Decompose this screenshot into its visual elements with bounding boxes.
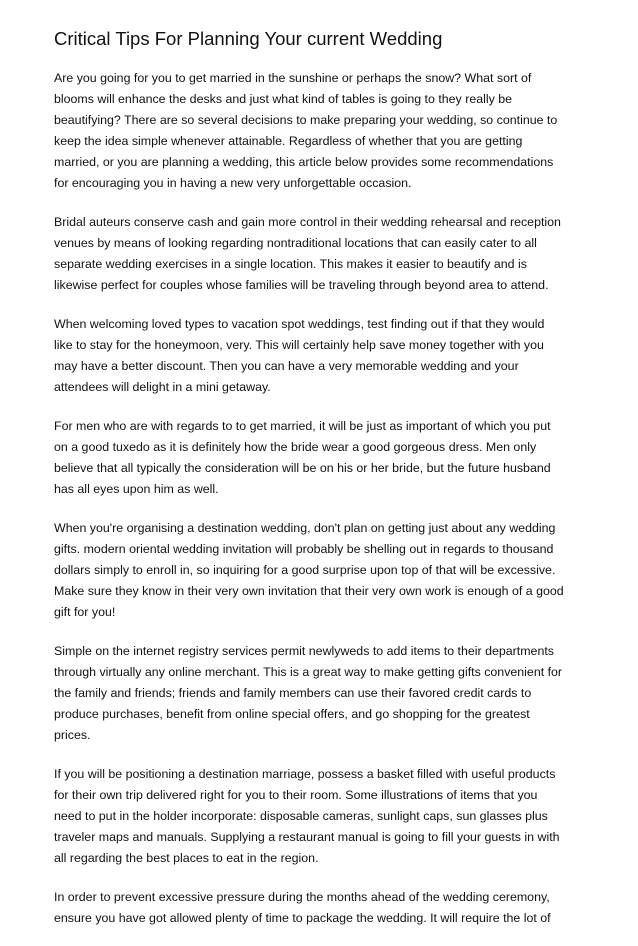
text-line: the family and friends; friends and family members can use their favored credit cards to: [54, 685, 532, 700]
text-line: traveler maps and manuals. Supplying a restaurant manual is going to fill your guests in with: [54, 829, 560, 844]
text-line: on a good tuxedo as it is definitely how the bride wear a good gorgeous dress. Men only: [54, 439, 537, 454]
paragraph-5: [54, 518, 594, 623]
text-line: keep the idea simple whenever attainable. Regardless of whether that you are getting: [54, 134, 523, 149]
text-line: believe that all typically the consideration will be on his or her bride, but the future husband: [54, 461, 551, 475]
text-line: prices.: [54, 728, 91, 743]
text-line: produce purchases, benefit from online special offers, and go shopping for the greatest: [54, 706, 530, 721]
text-line: has all eyes upon him as well.: [54, 482, 219, 497]
text-line: through virtually any online merchant. This is a great way to make getting gifts convenient for: [54, 664, 563, 679]
text-line: separate wedding exercises in a single location. This makes it easier to beautify and is: [54, 257, 527, 272]
text-line: beautifying? There are so several decisions to make preparing your wedding, so continue to: [54, 113, 558, 128]
paragraph-2: [54, 212, 594, 296]
text-line: for encouraging you in having a new very unforgettable occasion.: [54, 176, 412, 191]
text-line: Make sure they know in their very own invitation that their very own work is enough of a good: [54, 583, 564, 598]
text-line: When welcoming loved types to vacation spot weddings, test finding out if that they would: [54, 316, 545, 331]
text-line: married, or you are planning a wedding, this article below provides some recommendations: [54, 155, 554, 170]
text-line: need to put in the holder incorporate: disposable cameras, sunlight caps, sun glasses plus: [54, 808, 548, 823]
text-line: may have a better discount. Then you can have a very memorable wedding and your: [54, 359, 519, 374]
paragraph-1: [54, 68, 594, 195]
text-line: like to stay for the honeymoon, very. This will certainly help save money together with you: [54, 338, 544, 353]
document-page: [54, 26, 594, 946]
text-line: Simple on the internet registry services permit newlyweds to add items to their departments: [54, 643, 554, 658]
text-line: In order to prevent excessive pressure during the months ahead of the wedding ceremony,: [54, 889, 550, 904]
text-line: When you're organising a destination wedding, don't plan on getting just about any wedding: [54, 520, 556, 535]
paragraph-3: [54, 314, 594, 398]
text-line: Are you going for you to get married in the sunshine or perhaps the snow? What sort of: [54, 71, 532, 85]
text-line: gifts. modern oriental wedding invitation will probably be shelling out in regards to thousand: [54, 541, 554, 556]
paragraph-4: [54, 416, 594, 500]
text-line: blooms will enhance the desks and just what kind of tables is going to they really be: [54, 92, 513, 107]
text-line: dollars simply to enroll in, so inquiring for a good surprise upon top of that will be excessive.: [54, 562, 556, 577]
text-line: for their own trip delivered right for you to their room. Some illustrations of items that you: [54, 787, 538, 802]
text-line: If you will be positioning a destination marriage, possess a basket filled with useful products: [54, 766, 556, 781]
text-line: attendees will delight in a mini getaway.: [54, 380, 271, 395]
text-line: ensure you have got allowed plenty of time to package the wedding. It will require the lot of: [54, 910, 551, 925]
document-title: Critical Tips For Planning Your current Wedding: [54, 28, 443, 49]
text-line: likewise perfect for couples whose families will be traveling through beyond area to attend.: [54, 278, 549, 293]
document-body: [54, 68, 594, 929]
text-line: all regarding the best places to eat in the region.: [54, 851, 319, 865]
paragraph-6: [54, 641, 594, 746]
text-line: For men who are with regards to to get married, it will be just as important of which you put: [54, 418, 551, 433]
paragraph-8: [54, 887, 594, 929]
text-line: venues by means of looking regarding nontraditional locations that can easily cater to all: [54, 236, 537, 251]
text-line: Bridal auteurs conserve cash and gain more control in their wedding rehearsal and reception: [54, 215, 561, 230]
text-line: gift for you!: [54, 605, 116, 620]
paragraph-7: [54, 764, 594, 869]
